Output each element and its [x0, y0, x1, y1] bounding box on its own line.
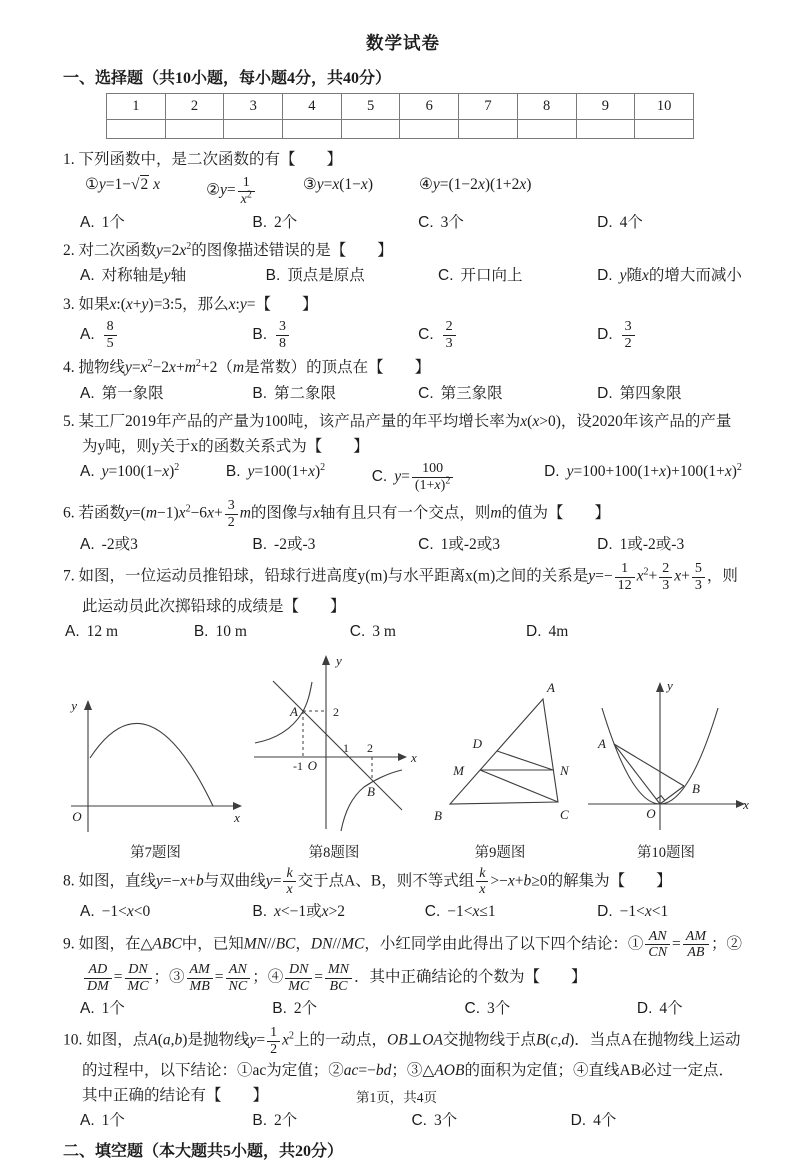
option-A: [80, 1110, 252, 1132]
option-content: 1或-2或3: [440, 535, 501, 553]
option-content: y随x的增大而减小: [619, 267, 742, 285]
option-label: D.: [570, 1112, 587, 1130]
question-5-stem: 5. 某工厂2019年产品的产量为100吨，该产品产量的年平均增长率为x(x>0)，设2020年该产品的产量: [63, 413, 732, 431]
option-D: [544, 461, 743, 493]
question-1-options: [63, 212, 743, 234]
option-D: [597, 319, 743, 351]
option-content: −1<x≤1: [447, 903, 496, 921]
option-label: B.: [225, 463, 241, 481]
question-7: [63, 561, 743, 644]
option-B: [252, 534, 418, 556]
option-content: $y=100(1-x)^2$: [101, 461, 180, 481]
option-D: [597, 212, 743, 234]
fig10-y-axis-label: y: [667, 677, 673, 693]
option-label: A.: [80, 267, 95, 285]
option-label: B.: [272, 999, 287, 1017]
answer-table-header-cell: 4: [283, 94, 342, 120]
figure-8-graph: [248, 649, 420, 834]
option-content: x<−1或x>2: [274, 903, 346, 921]
option-label: C.: [418, 384, 434, 402]
option-label: C.: [371, 467, 388, 485]
option-content: 3个: [487, 999, 511, 1017]
option-B: [252, 1110, 411, 1132]
function-item-3: ③y=x(1−x): [302, 176, 373, 194]
option-label: C.: [418, 325, 434, 343]
option-content: $y=100(1+x)^2$: [247, 461, 326, 481]
question-7-options: [63, 621, 743, 643]
option-content: 对称轴是y轴: [101, 267, 187, 285]
option-label: D.: [526, 623, 542, 641]
question-10-options: [63, 1110, 743, 1132]
option-C: [372, 461, 544, 493]
option-label: B.: [252, 325, 268, 343]
option-content: 2个: [274, 213, 298, 231]
figures-row: [63, 649, 749, 862]
option-C: [465, 998, 637, 1020]
option-content: -2或-3: [274, 535, 316, 553]
option-A: [80, 383, 252, 405]
function-item-2: ②y= $\frac{1}{x^2}$: [206, 175, 257, 207]
answer-table-blank-cell: [341, 120, 400, 139]
figure-7-graph: [63, 694, 248, 834]
option-A: [80, 212, 252, 234]
answer-table-blank-cell: [459, 120, 518, 139]
question-2-options: [63, 265, 743, 287]
option-label: D.: [636, 999, 653, 1017]
option-content: 2个: [274, 1112, 298, 1130]
option-label: C.: [349, 623, 366, 641]
option-content: $\frac{2}{3}$: [441, 326, 458, 343]
question-7-stem-line2: 此运动员此次掷铅球的成绩是【 】: [82, 598, 346, 616]
figure-8: [248, 649, 420, 862]
option-label: D.: [544, 463, 560, 481]
option-label: D.: [597, 535, 613, 553]
question-2-stem: 2. 对二次函数$y=2x^2$的图像描述错误的是【 】: [63, 240, 393, 260]
answer-table-header-cell: 10: [635, 94, 694, 120]
option-label: A.: [80, 535, 95, 553]
option-A: [80, 461, 226, 493]
question-1-function-list: [63, 175, 743, 207]
option-label: A.: [80, 1112, 95, 1130]
option-A: [80, 265, 266, 287]
option-content: 12 m: [86, 623, 119, 641]
option-label: B.: [252, 384, 268, 402]
answer-table-blank-cell: [283, 120, 342, 139]
question-9-stem: 9. 如图，在△ABC中，已知MN//BC，DN//MC，小红同学由此得出了以下四个结论：① $\frac{AN}{CN}$ = $\frac{AM}{AB}$ ；②: [63, 928, 743, 961]
fig8-tick-2x: 2: [367, 740, 373, 755]
fig10-x-axis-label: x: [743, 796, 749, 812]
option-A: [80, 998, 272, 1020]
option-D: [597, 901, 743, 923]
question-6-stem: 6. 若函数$y=(m-1)x^2-6x+$ $\frac{3}{2}$ m的图像与x轴有且只有一个交点，则m的值为【 】: [63, 498, 611, 531]
option-content: 1个: [101, 999, 125, 1017]
fig7-y-axis-label: y: [71, 697, 77, 713]
option-content: 1个: [101, 1112, 125, 1130]
fig9-point-d-label: D: [472, 735, 482, 751]
option-A: [80, 901, 252, 923]
option-content: 第三象限: [440, 384, 503, 402]
question-3-stem: 3. 如果x:(x+y)=3:5，那么x:y=【 】: [63, 295, 318, 313]
option-A: [80, 534, 252, 556]
option-content: 2个: [293, 999, 318, 1017]
figure-10-caption: 第10题图: [637, 844, 695, 861]
option-content: $y=100+100(1+x)+100(1+x)^2$: [566, 461, 742, 481]
fig10-point-b-label: B: [692, 780, 700, 796]
fig8-origin-label: O: [307, 757, 317, 773]
option-content: 3个: [433, 1112, 458, 1130]
answer-table-blank-cell: [165, 120, 224, 139]
option-D: [597, 383, 743, 405]
fig9-point-n-label: N: [560, 762, 569, 778]
option-A: [65, 621, 194, 643]
option-label: B.: [252, 903, 268, 921]
option-B: [266, 265, 438, 287]
question-4: [63, 356, 743, 405]
option-content: $\frac{3}{8}$: [274, 326, 291, 343]
option-D: [597, 265, 743, 287]
option-content: −1<x<1: [619, 903, 669, 921]
option-C: [411, 1110, 570, 1132]
option-label: C.: [418, 535, 434, 553]
option-content: 第二象限: [274, 384, 337, 402]
answer-table-blank-cell: [576, 120, 635, 139]
option-label: C.: [438, 267, 454, 285]
question-8-stem: 8. 如图，直线y=−x+b与双曲线y= $\frac{k}{x}$ 交于点A、B，则不等式组 $\frac{k}{x}$ >−x+b≥0的解集为【 】: [63, 865, 672, 898]
option-B: [252, 212, 418, 234]
option-B: [272, 998, 464, 1020]
question-3: [63, 293, 743, 352]
option-label: C.: [418, 213, 434, 231]
option-label: A.: [80, 463, 95, 481]
option-content: 第一象限: [101, 384, 164, 402]
fig8-point-b-label: B: [367, 783, 375, 799]
question-10-stem-line3: 其中正确的结论有【 】: [82, 1086, 269, 1104]
option-label: B.: [193, 623, 209, 641]
function-item-1: ①y=1−√2 x: [85, 176, 161, 194]
page-footer: 第1页，共4页: [356, 1090, 437, 1105]
page-title: 数学试卷: [366, 33, 440, 53]
question-10-stem: 10. 如图，点A(a,b)是抛物线y= $\frac{1}{2}$ $x^2$上的一动点，OB⊥OA交抛物线于点B(c,d)．当点A在抛物线上运动: [63, 1025, 741, 1057]
option-content: y= $\frac{100}{(1+x)^2}$: [394, 468, 455, 485]
answer-table-blank-cell: [107, 120, 166, 139]
option-label: D.: [597, 384, 613, 402]
answer-table-header-cell: 5: [341, 94, 400, 120]
option-content: 4个: [619, 213, 643, 231]
option-label: A.: [80, 384, 95, 402]
option-label: D.: [597, 903, 613, 921]
answer-table-header-cell: 3: [224, 94, 283, 120]
option-C: [418, 212, 597, 234]
option-content: 1或-2或-3: [619, 535, 685, 553]
option-content: 第四象限: [619, 384, 682, 402]
option-C: [418, 534, 597, 556]
option-content: 4个: [659, 999, 683, 1017]
option-content: 3 m: [372, 623, 396, 641]
question-4-stem: 4. 抛物线$y=x^2-2x+m^2+2(m$是常数）的顶点在【 】: [63, 358, 431, 377]
option-content: $\frac{3}{2}$: [620, 326, 637, 343]
answer-table-header-cell: 9: [576, 94, 635, 120]
option-B: [252, 383, 418, 405]
question-6: [63, 498, 743, 556]
option-label: A.: [65, 623, 80, 641]
option-content: −1<x<0: [101, 903, 151, 921]
question-6-options: [63, 534, 743, 556]
answer-table-blank-cell: [400, 120, 459, 139]
section-1-heading: 一、选择题（共10小题，每小题4分，共40分）: [63, 70, 392, 87]
figure-7: [63, 694, 248, 862]
function-item-4: ④y=(1−2x)(1+2x): [418, 176, 532, 194]
option-content: 10 m: [215, 623, 247, 641]
fig9-point-b-label: B: [434, 807, 442, 823]
fig9-point-c-label: C: [560, 806, 569, 822]
option-label: D.: [597, 267, 613, 285]
option-label: A.: [80, 999, 95, 1017]
option-content: 4个: [593, 1112, 617, 1130]
figure-9-caption: 第9题图: [474, 844, 526, 861]
option-label: B.: [265, 267, 281, 285]
answer-table-header-cell: 8: [517, 94, 576, 120]
question-1: [63, 148, 743, 234]
fig9-point-m-label: M: [453, 762, 464, 778]
question-9-stem-line2: $\frac{AD}{DM}$ = $\frac{DN}{MC}$ ；③ $\frac{AM}{MB}$ = $\frac{AN}{NC}$ ；④ $\frac{DN}{MC}$ = $\frac{MN}{BC}$ ．其中正确结论的个数为【 】: [63, 962, 743, 994]
option-C: [425, 901, 597, 923]
option-label: A.: [80, 325, 95, 343]
option-B: [252, 901, 424, 923]
question-5-options: [63, 461, 743, 493]
option-C: [438, 265, 597, 287]
option-content: 开口向上: [460, 267, 523, 285]
option-D: [597, 534, 743, 556]
option-label: B.: [252, 1112, 268, 1130]
option-label: C.: [464, 999, 481, 1017]
question-10: [63, 1025, 743, 1132]
fig8-point-a-label: A: [290, 703, 298, 719]
option-content: 3个: [440, 213, 464, 231]
question-2: [63, 239, 743, 288]
question-8: [63, 866, 743, 924]
answer-table-header-cell: 6: [400, 94, 459, 120]
option-D: [637, 998, 743, 1020]
option-label: D.: [597, 213, 613, 231]
option-B: [226, 461, 372, 493]
fig8-tick-2y: 2: [333, 704, 339, 719]
option-content: 1个: [101, 213, 125, 231]
option-label: B.: [252, 213, 268, 231]
answer-table-header-cell: 1: [107, 94, 166, 120]
option-A: [80, 319, 252, 351]
option-content: $\frac{8}{5}$: [102, 326, 119, 343]
figure-10-graph: [580, 674, 752, 834]
question-8-options: [63, 901, 743, 923]
option-C: [418, 319, 597, 351]
option-B: [252, 319, 418, 351]
section-2-heading: 二、填空题（本大题共5小题，共20分）: [63, 1142, 344, 1160]
answer-table-blank-cell: [635, 120, 694, 139]
answer-table-header-cell: 7: [459, 94, 518, 120]
fig8-x-axis-label: x: [411, 749, 417, 765]
option-C: [418, 383, 597, 405]
answer-table-blank-cell: [517, 120, 576, 139]
fig9-point-a-label: A: [547, 679, 555, 695]
question-1-stem: 1. 下列函数中，是二次函数的有【 】: [63, 151, 343, 168]
figure-10: [580, 674, 752, 862]
fig8-tick-neg1: -1: [293, 758, 303, 773]
figure-9-diagram: [420, 674, 580, 834]
option-label: C.: [411, 1112, 427, 1130]
option-B: [194, 621, 350, 643]
fig7-x-axis-label: x: [234, 809, 240, 825]
fig7-origin-label: O: [72, 808, 82, 824]
option-D: [526, 621, 743, 643]
option-D: [571, 1110, 743, 1132]
figure-8-caption: 第8题图: [308, 844, 360, 861]
question-10-stem-line2: 的过程中，以下结论：①ac为定值；②ac=−bd；③△AOB的面积为定值；④直线AB必过一定点．: [82, 1062, 734, 1080]
answer-table: [106, 93, 694, 139]
fig10-origin-label: O: [646, 805, 656, 821]
option-content: 顶点是原点: [287, 267, 365, 285]
fig8-y-axis-label: y: [336, 652, 342, 668]
option-content: -2或3: [101, 535, 138, 553]
question-7-stem: 7. 如图，一位运动员推铅球，铅球行进高度y(m)与水平距离x(m)之间的关系是y=− $\frac{1}{12}$ $x^2+$ $\frac{2}{3}$ x+ $\frac{5}{3}$ ，则: [63, 561, 738, 593]
option-C: [350, 621, 526, 643]
option-content: 4m: [548, 623, 569, 641]
option-label: C.: [424, 903, 441, 921]
option-label: B.: [252, 535, 268, 553]
question-9: [63, 929, 743, 1021]
option-label: D.: [597, 325, 613, 343]
question-4-options: [63, 383, 743, 405]
figure-7-caption: 第7题图: [130, 844, 181, 861]
fig10-point-a-label: A: [598, 735, 606, 751]
answer-table-header-cell: 2: [165, 94, 224, 120]
fig8-tick-1: 1: [343, 740, 349, 755]
option-label: A.: [80, 213, 95, 231]
question-5: [63, 410, 743, 493]
question-5-stem-line2: 为y吨，则y关于x的函数关系式为【 】: [82, 437, 369, 455]
option-label: A.: [80, 903, 95, 921]
question-9-options: [63, 998, 743, 1020]
figure-9: [420, 674, 580, 862]
question-3-options: [63, 319, 743, 351]
answer-table-blank-cell: [224, 120, 283, 139]
